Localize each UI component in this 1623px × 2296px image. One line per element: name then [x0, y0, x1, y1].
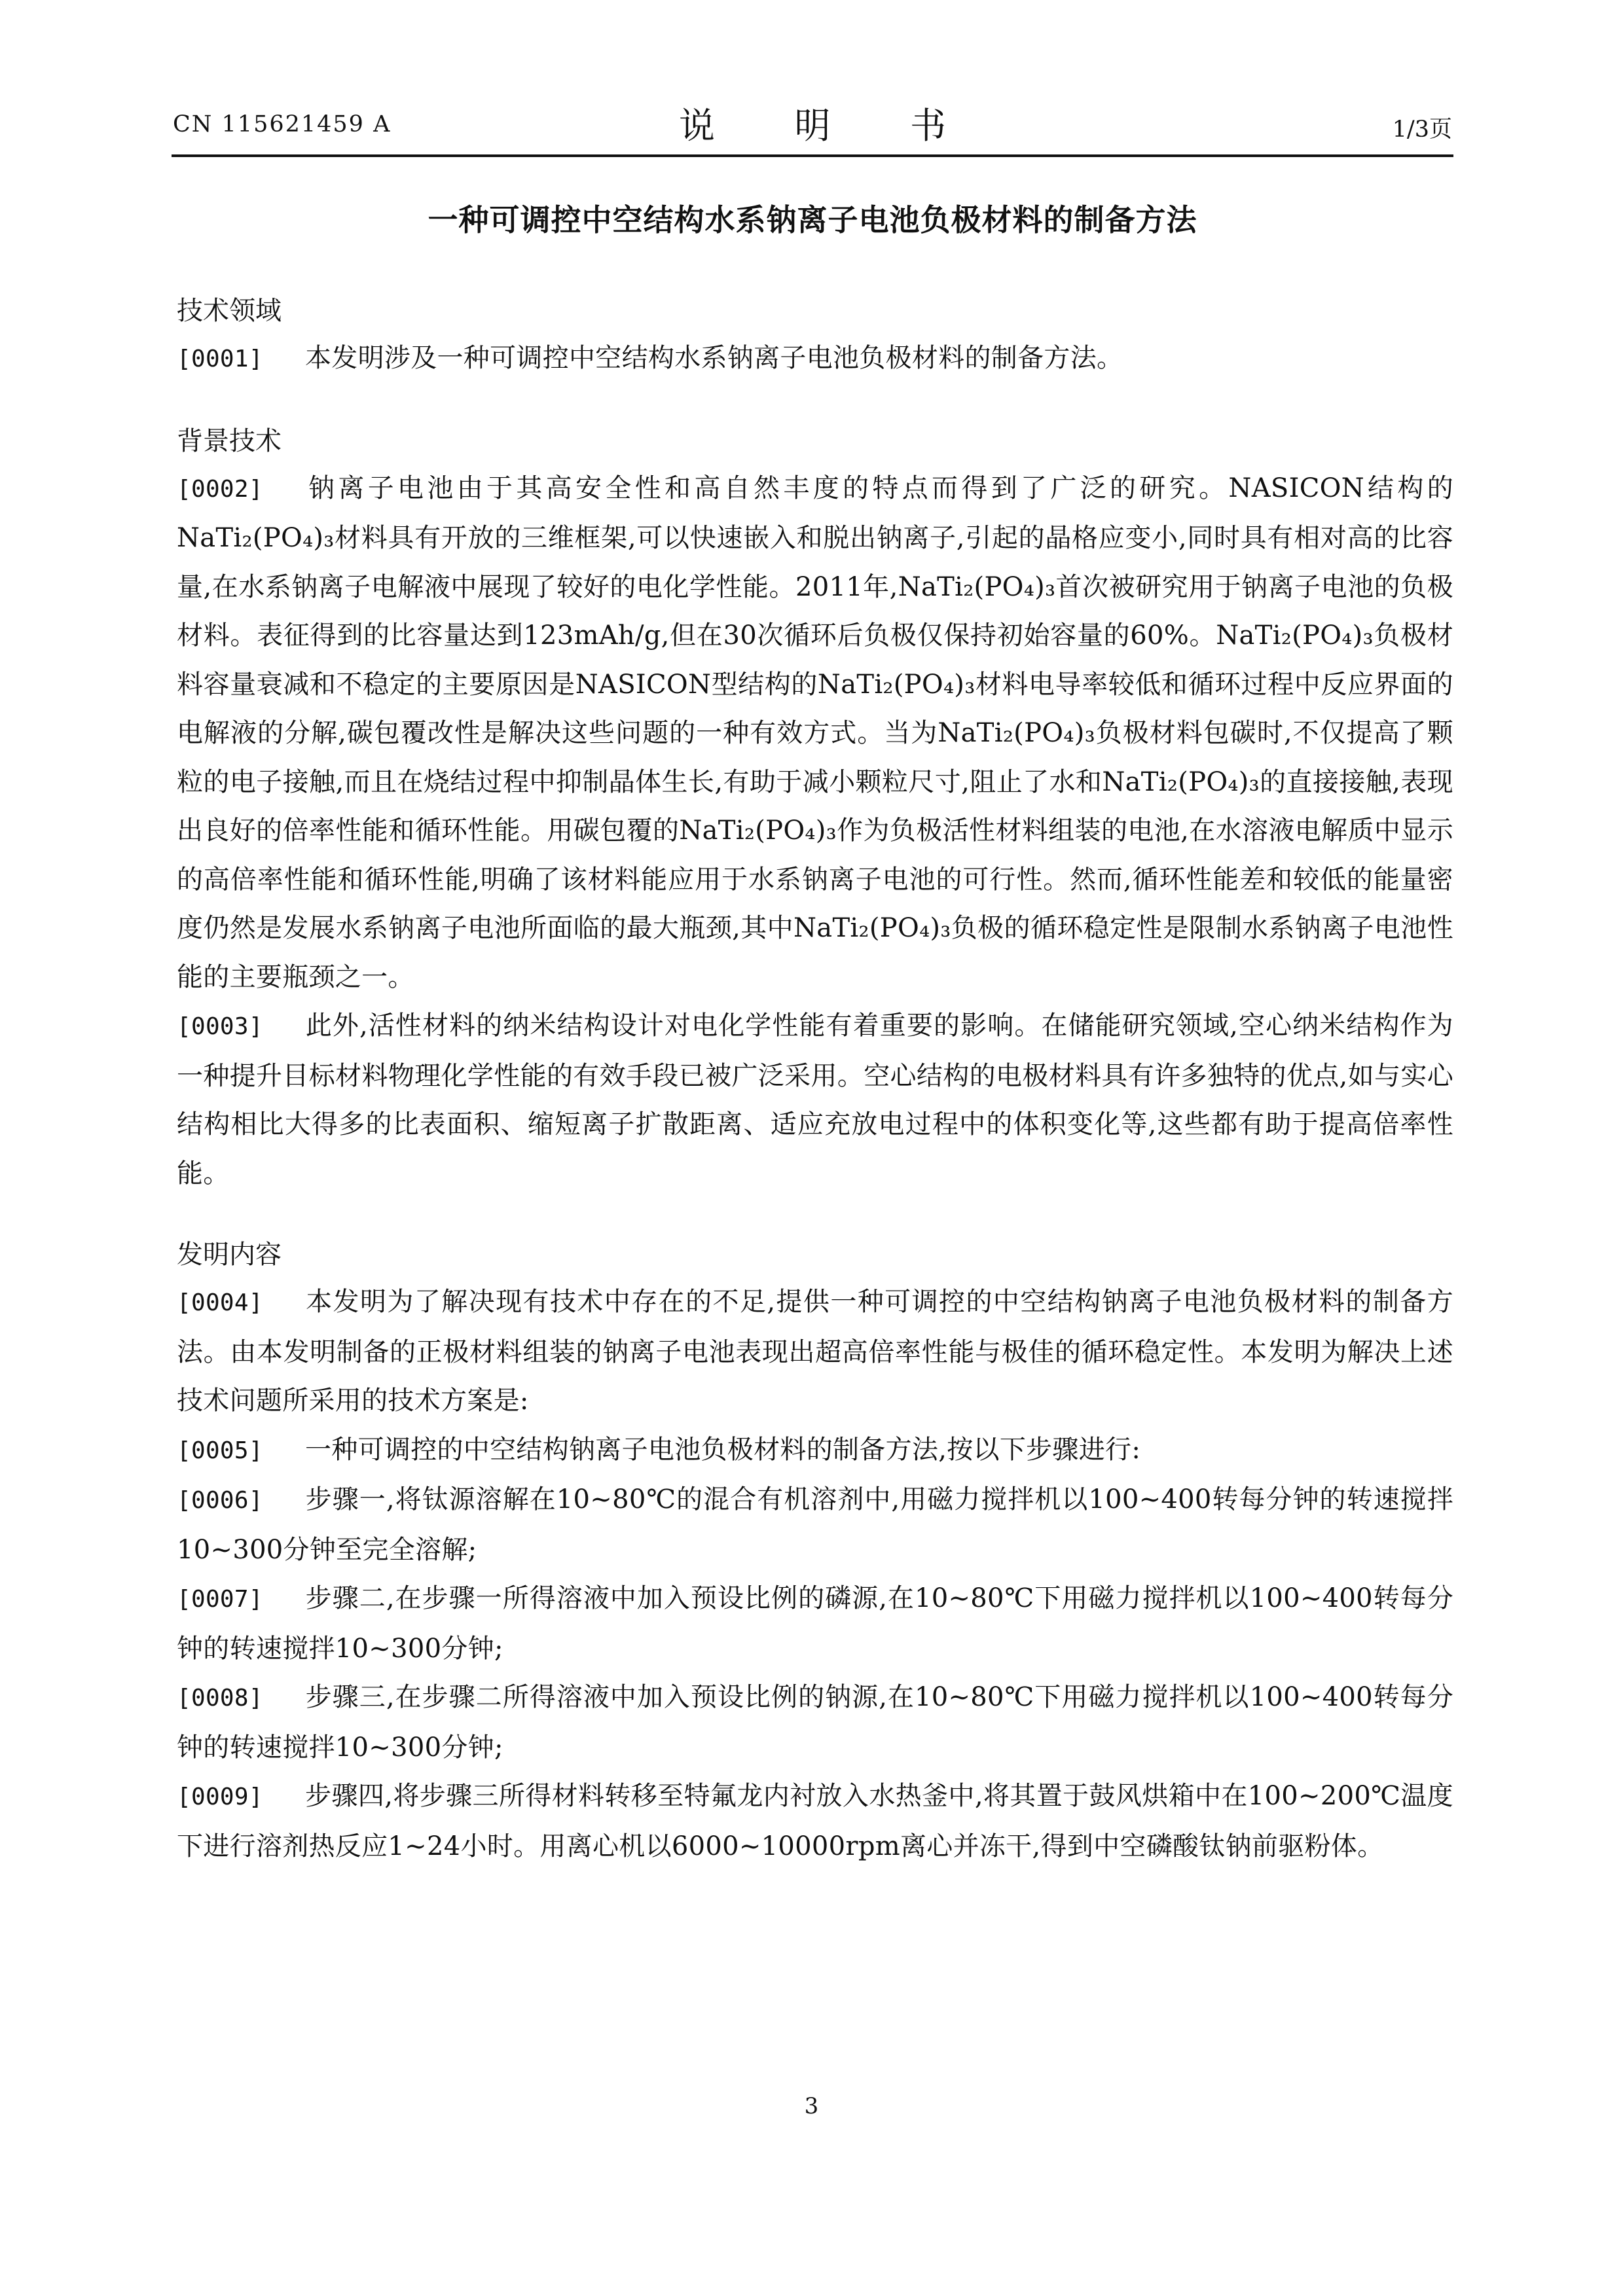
paragraph-number: [0009]	[177, 1784, 263, 1810]
paragraph-number: [0004]	[177, 1289, 263, 1316]
paragraph-text: 本发明涉及一种可调控中空结构水系钠离子电池负极材料的制备方法。	[305, 343, 1123, 373]
paragraph-number: [0006]	[177, 1487, 263, 1514]
section-heading: 技术领域	[177, 296, 282, 326]
section-heading: 发明内容	[177, 1240, 282, 1270]
document-title: 一种可调控中空结构水系钠离子电池负极材料的制备方法	[428, 202, 1197, 238]
paragraph-text: 步骤三,在步骤二所得溶液中加入预设比例的钠源,在10~80℃下用磁力搅拌机以100~400转每分钟的转速搅拌10~300分钟;	[177, 1682, 1453, 1763]
paragraph-number: [0003]	[177, 1013, 263, 1040]
section-invention-content	[177, 1232, 1453, 1871]
document-type: 说 明 书	[679, 105, 980, 147]
section-background	[177, 418, 1453, 1198]
page-header	[172, 92, 1453, 157]
page-number: 3	[804, 2093, 819, 2119]
section-technical-field	[177, 288, 1453, 384]
document-body	[177, 288, 1453, 1905]
paragraph	[177, 464, 1453, 1002]
paragraph-text: 本发明为了解决现有技术中存在的不足,提供一种可调控的中空结构钠离子电池负极材料的制备方法。由本发明制备的正极材料组装的钠离子电池表现出超高倍率性能与极佳的循环稳定性。本发明为解决上述技术问题所采用的技术方案是:	[177, 1287, 1453, 1416]
paragraph	[177, 1426, 1453, 1476]
section-heading: 背景技术	[177, 425, 282, 456]
paragraph	[177, 1475, 1453, 1574]
paragraph	[177, 1673, 1453, 1772]
paragraph-number: [0001]	[177, 346, 263, 372]
paragraph-number: [0008]	[177, 1685, 263, 1712]
paragraph-text: 步骤一,将钛源溶解在10~80℃的混合有机溶剂中,用磁力搅拌机以100~400转每分钟的转速搅拌10~300分钟至完全溶解;	[177, 1484, 1453, 1565]
paragraph	[177, 1772, 1453, 1871]
paragraph	[177, 1574, 1453, 1673]
paragraph-text: 此外,活性材料的纳米结构设计对电化学性能有着重要的影响。在储能研究领域,空心纳米结构作为一种提升目标材料物理化学性能的有效手段已被广泛采用。空心结构的电极材料具有许多独特的优点,如与实心结构相比大得多的比表面积、缩短离子扩散距离、适应充放电过程中的体积变化等,这些都有助于提高倍率性能。	[177, 1011, 1453, 1189]
paragraph-number: [0005]	[177, 1437, 263, 1464]
paragraph-text: 钠离子电池由于其高安全性和高自然丰度的特点而得到了广泛的研究。NASICON结构的NaTi₂(PO₄)₃材料具有开放的三维框架,可以快速嵌入和脱出钠离子,引起的晶格应变小,同时具有相对高的比容量,在水系钠离子电解液中展现了较好的电化学性能。2011年,NaTi₂(PO₄)₃首次被研究用于钠离子电池的负极材料。表征得到的比容量达到123mAh/g,但在30次循环后负极仅保持初始容量的60%。NaTi₂(PO₄)₃负极材料容量衰减和不稳定的主要原因是NASICON型结构的NaTi₂(PO₄)₃材料电导率较低和循环过程中反应界面的电解液的分解,碳包覆改性是解决这些问题的一种有效方式。当为NaTi₂(PO₄)₃负极材料包碳时,不仅提高了颗粒的电子接触,而且在烧结过程中抑制晶体生长,有助于减小颗粒尺寸,阻止了水和NaTi₂(PO₄)₃的直接接触,表现出良好的倍率性能和循环性能。用碳包覆的NaTi₂(PO₄)₃作为负极活性材料组装的电池,在水溶液电解质中显示的高倍率性能和循环性能,明确了该材料能应用于水系钠离子电池的可行性。然而,循环性能差和较低的能量密度仍然是发展水系钠离子电池所面临的最大瓶颈,其中NaTi₂(PO₄)₃负极的循环稳定性是限制水系钠离子电池性能的主要瓶颈之一。	[177, 473, 1453, 992]
paragraph-text: 步骤四,将步骤三所得材料转移至特氟龙内衬放入水热釜中,将其置于鼓风烘箱中在100~200℃温度下进行溶剂热反应1~24小时。用离心机以6000~10000rpm离心并冻干,得到中空磷酸钛钠前驱粉体。	[177, 1781, 1453, 1861]
page-info: 1/3页	[1392, 117, 1452, 143]
paragraph	[177, 1278, 1453, 1426]
document-number: CN 115621459 A	[173, 111, 392, 137]
paragraph	[177, 334, 1453, 384]
paragraph-number: [0002]	[177, 475, 263, 503]
paragraph-text: 步骤二,在步骤一所得溶液中加入预设比例的磷源,在10~80℃下用磁力搅拌机以100~400转每分钟的转速搅拌10~300分钟;	[177, 1583, 1453, 1664]
paragraph	[177, 1001, 1453, 1198]
paragraph-text: 一种可调控的中空结构钠离子电池负极材料的制备方法,按以下步骤进行:	[305, 1434, 1141, 1465]
paragraph-number: [0007]	[177, 1586, 263, 1613]
